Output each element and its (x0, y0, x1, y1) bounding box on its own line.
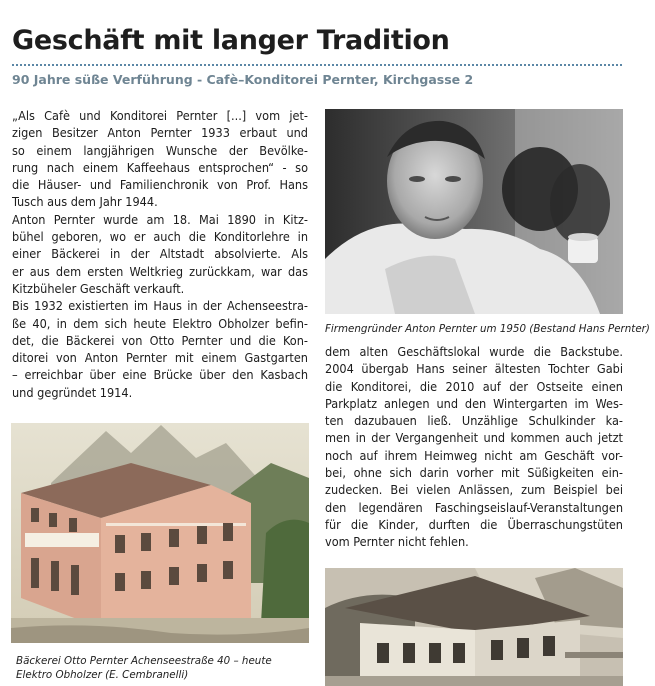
text-line: Tusch aus dem Jahr 1944. (12, 194, 158, 210)
text-line: die Häuser- und Familienchronik von Prof. Hans (12, 177, 308, 193)
text-line: Kitzbüheler Geschäft verkauft. (12, 280, 185, 296)
text-line: „Als Cafè und Konditorei Pernter [...] vom jet- (12, 108, 308, 123)
text-line: er aus dem ersten Weltkrieg zurückkam, war das (12, 263, 308, 279)
founder-portrait-photo (325, 109, 623, 314)
text-line: noch auf ihrem Heimweg nicht am Geschäft vor- (325, 447, 623, 463)
text-line: die Konditorei, die 2010 auf der Ostseite einen (325, 378, 623, 394)
text-line: ditorei von Anton Pernter mit einem Gastgarten (12, 350, 308, 366)
article-subtitle: 90 Jahre süße Verführung - Cafè–Konditorei Pernter, Kirchgasse 2 (12, 72, 474, 87)
text-line: und gegründet 1914. (12, 384, 133, 400)
dotted-divider (12, 64, 622, 66)
text-line: bei, ohne sich darin vorher mit Süßigkeiten ein- (325, 465, 623, 481)
text-line: dem alten Geschäftslokal wurde die Backstube. (325, 344, 623, 359)
text-line: ße 40, in dem sich heute Elektro Obholzer befin- (12, 315, 308, 331)
text-line: einer Bäckerei in der Altstadt absolvierte. Als (12, 246, 308, 262)
text-line: 2004 übergab Hans seiner ältesten Tochter Gabi (325, 361, 623, 377)
text-line: Anton Pernter wurde am 18. Mai 1890 in Kitz- (12, 211, 308, 227)
article-title: Geschäft mit langer Tradition (12, 25, 450, 56)
text-line: men in der Vergangenheit und kommen auch jetzt (325, 430, 623, 446)
portrait-caption: Firmengründer Anton Pernter um 1950 (Bestand Hans Pernter) (325, 323, 650, 335)
text-line: ten dazubauen ließ. Unzählige Schulkinder ka- (325, 413, 623, 429)
historic-cafe-photo (325, 568, 623, 686)
text-line: rung nach einem Kaffeehaus entsprochen“ - so (12, 159, 308, 175)
bakery-painting-image (11, 423, 309, 643)
text-line: den legendären Faschingseislauf-Veranstaltungen (325, 499, 623, 515)
text-line: det, die Bäckerei von Otto Pernter und die Kon- (12, 332, 308, 348)
text-line: zudecken. Bei vielen Anlässen, zum Beispiel bei (325, 482, 623, 498)
text-line: Parkplatz anlegen und den Wintergarten im Wes- (325, 395, 623, 411)
text-line: vom Pernter nicht fehlen. (325, 534, 469, 550)
text-line: bühel geboren, wo er auch die Konditorlehre in (12, 229, 308, 245)
text-line: so einem langjährigen Wunsche der Bevölke- (12, 142, 308, 158)
text-line: – erreichbar über eine Brücke über den Kasbach (12, 367, 308, 383)
left-column-text (12, 107, 308, 401)
right-column-text (325, 343, 623, 551)
painting-caption: Bäckerei Otto Pernter Achenseestraße 40 – heute Elektro Obholzer (E. Cembranelli) (16, 655, 272, 681)
text-line: zigen Besitzer Anton Pernter 1933 erbaut und (12, 125, 308, 141)
text-line: Bis 1932 existierten im Haus in der Achenseestra- (12, 298, 308, 314)
text-line: für die Kinder, durften die Überraschungstüten (325, 516, 623, 532)
